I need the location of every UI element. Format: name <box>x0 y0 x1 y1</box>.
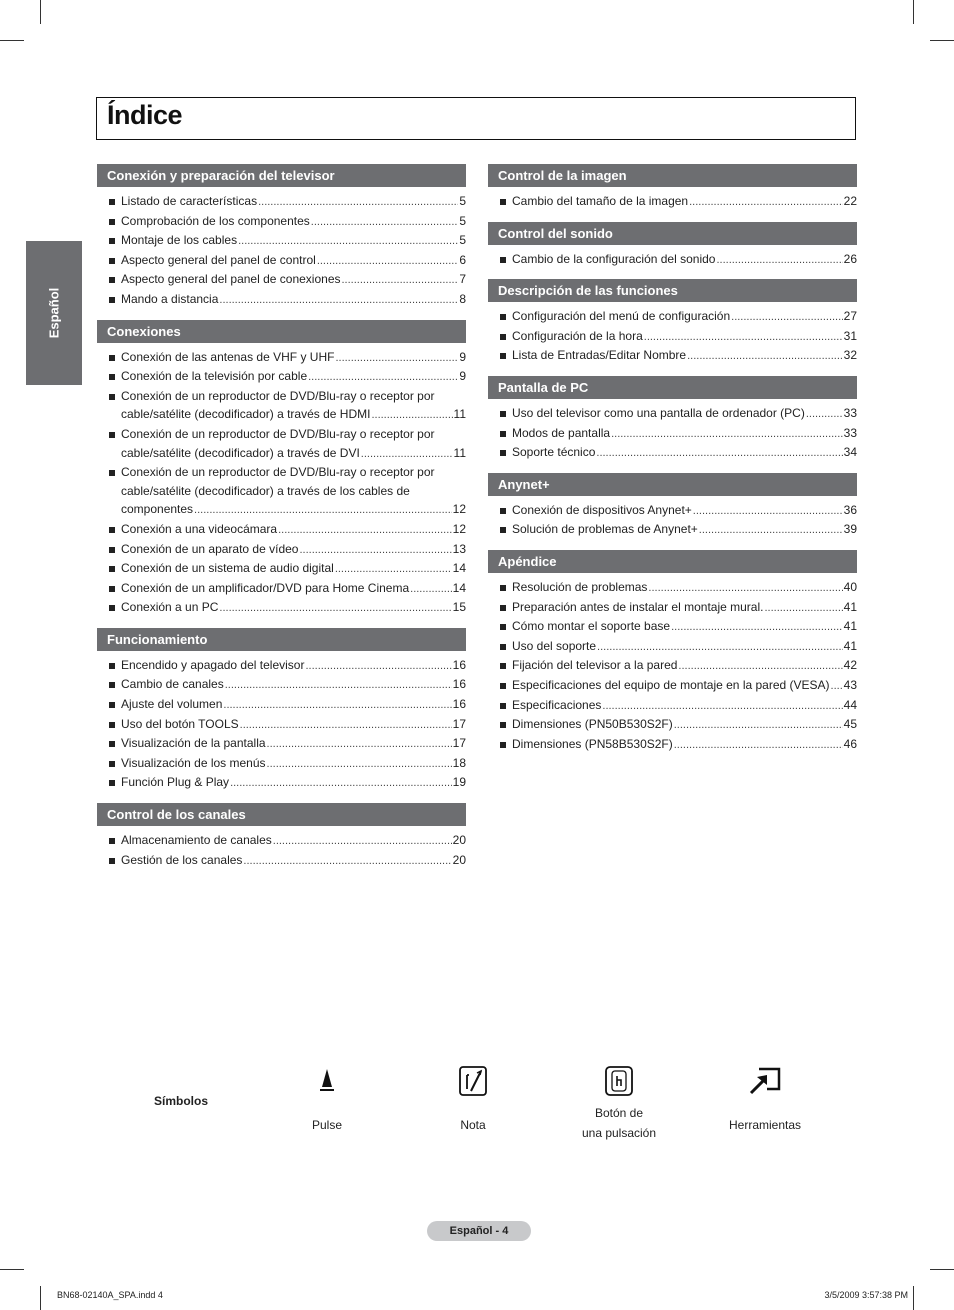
toc-section <box>97 628 466 793</box>
symbol-note-caption: Nota <box>460 1118 486 1132</box>
section-heading: Conexiones <box>97 320 466 343</box>
dot-leader <box>238 232 458 251</box>
toc-entry-page: 40 <box>843 579 857 594</box>
dot-leader <box>335 560 452 579</box>
toc-entry-text: Preparación antes de instalar el montaje mural. <box>512 599 764 614</box>
toc-entry-page: 17 <box>452 716 466 731</box>
entry-list <box>488 307 857 366</box>
toc-section <box>97 164 466 310</box>
press-icon <box>312 1065 342 1095</box>
toc-column-right <box>488 164 857 764</box>
symbol-note <box>443 1065 503 1135</box>
toc-entry-page: 46 <box>843 736 857 751</box>
toc-entry-page: 19 <box>452 775 466 790</box>
language-tab <box>26 241 82 385</box>
entry-list <box>488 404 857 463</box>
dot-leader <box>716 251 842 270</box>
toc-entry[interactable] <box>97 231 466 251</box>
toc-entry-text: Soporte técnico <box>512 445 596 460</box>
toc-entry-text: Configuración del menú de configuración <box>512 309 731 324</box>
crop-mark <box>913 1286 914 1310</box>
tools-icon <box>747 1065 783 1097</box>
toc-entry[interactable] <box>97 773 466 793</box>
toc-entry-text: Aspecto general del panel de conexiones <box>121 272 341 287</box>
dot-leader <box>361 445 453 464</box>
toc-entry-page: 16 <box>452 677 466 692</box>
toc-entry[interactable] <box>488 250 857 270</box>
crop-mark <box>40 1286 41 1310</box>
section-heading: Descripción de las funciones <box>488 279 857 302</box>
section-heading: Conexión y preparación del televisor <box>97 164 466 187</box>
toc-entry-page: 6 <box>459 252 466 267</box>
entry-list <box>488 192 857 212</box>
title-box <box>96 97 856 140</box>
toc-entry-page: 18 <box>452 755 466 770</box>
toc-entry-page: 12 <box>452 521 466 536</box>
file-slug: BN68-02140A_SPA.indd 4 <box>57 1290 163 1300</box>
dot-leader <box>219 291 458 310</box>
toc-entry-text: Aspecto general del panel de control <box>121 252 316 267</box>
toc-section <box>488 550 857 754</box>
symbol-one-touch-caption-line1: Botón de <box>594 1106 644 1120</box>
toc-entry-text: Listado de características <box>121 194 258 208</box>
toc-entry-text: Conexión de un amplificador/DVD para Home Cinema <box>121 580 410 595</box>
symbol-one-touch-caption-line2: una pulsación <box>581 1126 657 1140</box>
dot-leader <box>678 657 842 676</box>
toc-entry-page: 41 <box>843 638 857 653</box>
toc-entry-text: Almacenamiento de canales <box>121 833 272 848</box>
toc-entry-page: 5 <box>459 194 466 208</box>
toc-entry-text: Uso del soporte <box>512 638 597 653</box>
dot-leader <box>671 618 843 637</box>
dot-leader <box>648 579 842 598</box>
toc-entry-page: 36 <box>843 502 857 517</box>
toc-entry-text: Conexión a un PC <box>121 600 219 615</box>
toc-entry-text: Ajuste del volumen <box>121 697 223 712</box>
toc-entry[interactable] <box>97 270 466 290</box>
dot-leader <box>258 193 458 212</box>
dot-leader <box>305 657 451 676</box>
toc-entry-page: 26 <box>843 251 857 266</box>
toc-entry-page: 13 <box>452 541 466 556</box>
toc-entry-text: Cambio de la configuración del sonido <box>512 251 716 266</box>
toc-entry-text: Conexión de un sistema de audio digital <box>121 561 334 576</box>
dot-leader <box>806 405 843 424</box>
toc-entry-text-line: Conexión de un reproductor de DVD/Blu-ray o receptor por <box>121 465 435 480</box>
toc-entry-page: 31 <box>843 328 857 343</box>
toc-entry-page: 5 <box>459 213 466 228</box>
dot-leader <box>240 716 452 735</box>
toc-entry[interactable] <box>97 540 466 560</box>
toc-entry[interactable] <box>488 307 857 327</box>
dot-leader <box>602 697 842 716</box>
toc-entry[interactable] <box>488 598 857 618</box>
dot-leader <box>693 502 843 521</box>
dot-leader <box>194 501 452 520</box>
section-heading: Pantalla de PC <box>488 376 857 399</box>
print-timestamp: 3/5/2009 3:57:38 PM <box>824 1290 908 1300</box>
toc-entry-page: 41 <box>843 619 857 634</box>
toc-entry-text: Solución de problemas de Anynet+ <box>512 522 698 537</box>
toc-entry-text-line: Conexión de un reproductor de DVD/Blu-ray o receptor por <box>121 426 435 441</box>
crop-mark <box>930 1269 954 1270</box>
toc-entry[interactable] <box>488 424 857 444</box>
toc-entry-page: 15 <box>452 600 466 615</box>
toc-entry-page: 42 <box>843 658 857 673</box>
dot-leader <box>596 444 842 463</box>
dot-leader <box>273 832 452 851</box>
toc-entry[interactable] <box>97 734 466 754</box>
toc-entry-text: Uso del televisor como una pantalla de ordenador (PC) <box>512 405 805 420</box>
language-tab-label: Español <box>46 287 62 339</box>
toc-entry-page: 33 <box>843 405 857 420</box>
toc-entry[interactable] <box>97 212 466 232</box>
symbol-one-touch <box>574 1065 664 1143</box>
toc-entry-text: Conexión de un aparato de vídeo <box>121 541 299 556</box>
crop-mark <box>0 1269 24 1270</box>
toc-entry-text: Uso del botón TOOLS <box>121 716 239 731</box>
toc-entry-page: 16 <box>452 657 466 672</box>
section-heading: Apéndice <box>488 550 857 573</box>
toc-entry-page: 34 <box>843 445 857 460</box>
toc-entry[interactable] <box>97 656 466 676</box>
toc-entry-text: Configuración de la hora <box>512 328 643 343</box>
section-heading: Anynet+ <box>488 473 857 496</box>
toc-entry-text: Conexión de la televisión por cable <box>121 369 308 384</box>
toc-entry[interactable] <box>488 501 857 521</box>
toc-entry-text: Cambio de canales <box>121 677 224 692</box>
toc-entry-text-line: componentes <box>121 502 194 517</box>
toc-entry[interactable] <box>488 637 857 657</box>
toc-section <box>488 279 857 366</box>
toc-column-left <box>97 164 466 880</box>
entry-list <box>488 250 857 270</box>
toc-entry[interactable] <box>97 675 466 695</box>
toc-entry-page: 7 <box>459 272 466 287</box>
toc-entry-text: Conexión de dispositivos Anynet+ <box>512 502 692 517</box>
toc-entry-page: 22 <box>843 194 857 208</box>
toc-entry[interactable] <box>97 463 466 520</box>
toc-entry-text-line: cable/satélite (decodificador) a través de DVI <box>121 445 360 460</box>
toc-entry-page: 5 <box>459 233 466 248</box>
toc-entry-text: Función Plug & Play <box>121 775 230 790</box>
dot-leader <box>243 852 451 871</box>
dot-leader <box>731 308 843 327</box>
crop-mark <box>913 0 914 24</box>
one-touch-button-icon <box>603 1065 635 1097</box>
toc-entry-text: Modos de pantalla <box>512 425 611 440</box>
toc-entry-page: 20 <box>452 833 466 848</box>
toc-entry-page: 14 <box>452 561 466 576</box>
dot-leader <box>308 368 458 387</box>
toc-entry-page: 41 <box>843 599 857 614</box>
toc-entry[interactable] <box>488 443 857 463</box>
toc-entry-text-line: Conexión de un reproductor de DVD/Blu-ray o receptor por <box>121 388 435 403</box>
toc-entry[interactable] <box>97 387 466 425</box>
dot-leader <box>219 599 451 618</box>
entry-list <box>488 578 857 754</box>
section-heading: Control de los canales <box>97 803 466 826</box>
toc-entry-page: 11 <box>453 445 466 460</box>
toc-entry-page: 43 <box>843 677 857 692</box>
toc-entry-page: 20 <box>452 852 466 867</box>
dot-leader <box>225 676 452 695</box>
toc-entry[interactable] <box>488 520 857 540</box>
toc-entry-page: 16 <box>452 697 466 712</box>
dot-leader <box>597 638 843 657</box>
toc-entry[interactable] <box>488 346 857 366</box>
section-heading: Control del sonido <box>488 222 857 245</box>
toc-entry-text: Resolución de problemas <box>512 579 648 594</box>
toc-entry[interactable] <box>488 715 857 735</box>
toc-entry-text: Especificaciones del equipo de montaje en la pared (VESA) <box>512 677 830 692</box>
toc-entry-page: 9 <box>459 349 466 364</box>
toc-entry-text: Lista de Entradas/Editar Nombre <box>512 348 687 363</box>
toc-entry-page: 45 <box>843 717 857 732</box>
dot-leader <box>699 521 843 540</box>
crop-mark <box>930 40 954 41</box>
entry-list <box>97 348 466 618</box>
dot-leader <box>611 425 843 444</box>
toc-entry-text: Dimensiones (PN50B530S2F) <box>512 717 673 732</box>
toc-entry-text: Cambio del tamaño de la imagen <box>512 194 689 208</box>
dot-leader <box>764 599 842 618</box>
dot-leader <box>342 271 459 290</box>
section-heading: Control de la imagen <box>488 164 857 187</box>
toc-entry[interactable] <box>97 695 466 715</box>
toc-entry-text: Conexión a una videocámara <box>121 521 278 536</box>
toc-entry[interactable] <box>488 192 857 212</box>
page-title: Índice <box>107 100 183 130</box>
entry-list <box>97 656 466 793</box>
symbol-tools-caption: Herramientas <box>728 1118 802 1132</box>
toc-section <box>488 164 857 212</box>
crop-mark <box>40 0 41 24</box>
symbol-tools <box>720 1065 810 1135</box>
toc-entry-page: 44 <box>843 697 857 712</box>
dot-leader <box>689 193 843 212</box>
toc-section <box>97 803 466 870</box>
dot-leader <box>267 755 452 774</box>
toc-entry-page: 32 <box>843 348 857 363</box>
entry-list <box>97 192 466 310</box>
crop-mark <box>0 40 24 41</box>
toc-entry-text: Cómo montar el soporte base <box>512 619 671 634</box>
toc-entry[interactable] <box>97 520 466 540</box>
toc-entry-page: 39 <box>843 522 857 537</box>
toc-entry[interactable] <box>97 715 466 735</box>
dot-leader <box>317 252 459 271</box>
toc-entry[interactable] <box>97 831 466 851</box>
toc-entry-text: Encendido y apagado del televisor <box>121 657 305 672</box>
dot-leader <box>299 541 451 560</box>
toc-section <box>488 376 857 463</box>
toc-entry-page: 27 <box>843 309 857 324</box>
toc-entry-page: 14 <box>452 580 466 595</box>
toc-entry[interactable] <box>97 367 466 387</box>
toc-entry-text: Montaje de los cables <box>121 233 238 248</box>
dot-leader <box>278 521 452 540</box>
toc-entry[interactable] <box>97 754 466 774</box>
dot-leader <box>831 677 843 696</box>
toc-entry[interactable] <box>97 598 466 618</box>
dot-leader <box>410 580 452 599</box>
toc-entry[interactable] <box>97 290 466 310</box>
symbols-label: Símbolos <box>154 1094 209 1108</box>
toc-entry-text-line: cable/satélite (decodificador) a través de HDMI <box>121 407 371 422</box>
toc-entry[interactable] <box>488 617 857 637</box>
toc-entry-text: Especificaciones <box>512 697 602 712</box>
toc-entry-text: Dimensiones (PN58B530S2F) <box>512 736 673 751</box>
toc-entry[interactable] <box>97 192 466 212</box>
toc-entry-text-line: cable/satélite (decodificador) a través de los cables de <box>121 483 410 498</box>
dot-leader <box>644 328 843 347</box>
dot-leader <box>687 347 843 366</box>
toc-section <box>488 473 857 540</box>
toc-entry[interactable] <box>97 348 466 368</box>
toc-entry-text: Fijación del televisor a la pared <box>512 658 678 673</box>
entry-list <box>488 501 857 540</box>
toc-entry-page: 8 <box>459 291 466 306</box>
toc-entry-page: 17 <box>452 736 466 751</box>
toc-entry-text: Visualización de la pantalla <box>121 736 266 751</box>
toc-entry[interactable] <box>488 578 857 598</box>
toc-entry-text: Conexión de las antenas de VHF y UHF <box>121 349 335 364</box>
toc-entry-page: 11 <box>453 407 466 422</box>
toc-entry[interactable] <box>97 559 466 579</box>
toc-entry[interactable] <box>488 676 857 696</box>
toc-entry[interactable] <box>97 251 466 271</box>
toc-entry[interactable] <box>488 696 857 716</box>
toc-entry[interactable] <box>488 404 857 424</box>
symbol-press <box>297 1065 357 1135</box>
toc-entry-page: 9 <box>459 369 466 384</box>
toc-entry-page: 12 <box>452 502 466 517</box>
dot-leader <box>335 349 458 368</box>
toc-entry-text: Gestión de los canales <box>121 852 243 867</box>
symbol-press-caption: Pulse <box>311 1118 343 1132</box>
toc-entry-text: Visualización de los menús <box>121 755 266 770</box>
toc-entry[interactable] <box>97 851 466 871</box>
toc-entry-page: 33 <box>843 425 857 440</box>
toc-entry-text: Mando a distancia <box>121 291 219 306</box>
toc-entry[interactable] <box>488 656 857 676</box>
dot-leader <box>223 696 451 715</box>
dot-leader <box>311 213 459 232</box>
note-icon <box>457 1065 489 1097</box>
toc-entry[interactable] <box>97 425 466 463</box>
toc-entry[interactable] <box>488 327 857 347</box>
page-number-badge: Español - 4 <box>427 1221 531 1241</box>
entry-list <box>97 831 466 870</box>
toc-section <box>488 222 857 270</box>
toc-section <box>97 320 466 618</box>
toc-entry[interactable] <box>97 579 466 599</box>
dot-leader <box>674 716 843 735</box>
dot-leader <box>674 736 843 755</box>
dot-leader <box>230 774 452 793</box>
toc-entry[interactable] <box>488 735 857 755</box>
dot-leader <box>267 735 452 754</box>
section-heading: Funcionamiento <box>97 628 466 651</box>
toc-entry-text: Comprobación de los componentes <box>121 213 310 228</box>
dot-leader <box>371 406 452 425</box>
